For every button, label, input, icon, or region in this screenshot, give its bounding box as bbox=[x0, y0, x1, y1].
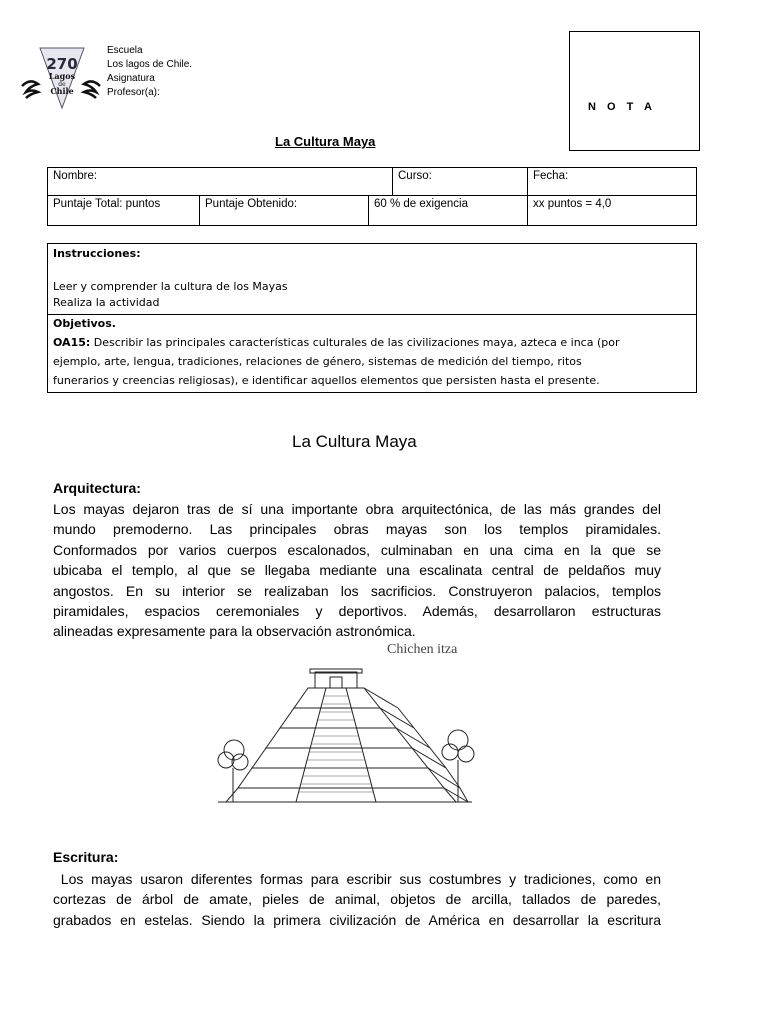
puntaje-obtenido-cell[interactable]: Puntaje Obtenido: bbox=[200, 196, 369, 226]
image-caption: Chichen itza bbox=[387, 642, 458, 657]
paragraph-line: ubicaba el templo, al que se llegaba mediante una escalinata central de peldaños muy bbox=[53, 562, 661, 579]
table-row bbox=[48, 168, 697, 196]
nota-box[interactable] bbox=[569, 31, 700, 151]
instructions-box bbox=[47, 243, 697, 393]
arquitectura-heading: Arquitectura: bbox=[53, 480, 141, 496]
paragraph-line: grabados en estelas. Siendo la primera civilización de América en desarrollar la escritura bbox=[53, 911, 661, 928]
logo-number: 270 bbox=[46, 55, 78, 73]
paragraph-line: Conformados por varios cuerpos escalonados, culminaban en una cima en la que se bbox=[53, 541, 661, 558]
paragraph-line: piramidales, espacios ceremoniales y deportivos. Además, desarrollaron estructuras bbox=[53, 603, 661, 620]
school-logo bbox=[20, 42, 102, 112]
instructions-heading: Instrucciones: bbox=[53, 247, 141, 260]
school-line: Escuela bbox=[107, 45, 143, 56]
objective-line: ejemplo, arte, lengua, tradiciones, relaciones de género, sistemas de medición del tiempo, ritos bbox=[53, 355, 582, 368]
arquitectura-paragraph bbox=[53, 499, 661, 642]
school-info bbox=[107, 44, 192, 100]
table-row bbox=[48, 196, 697, 226]
fecha-field[interactable]: Fecha: bbox=[528, 168, 697, 196]
paragraph-line: mundo premoderno. Las principales obras mayas son los templos piramidales. bbox=[53, 521, 661, 538]
paragraph-line: Los mayas dejaron tras de sí una importante obra arquitectónica, de las más grandes del bbox=[53, 501, 661, 517]
nota-label: N O T A bbox=[588, 101, 656, 113]
objective-code: OA15: bbox=[53, 336, 91, 349]
nombre-field[interactable]: Nombre: bbox=[48, 168, 393, 196]
pyramid-illustration bbox=[212, 664, 477, 809]
instruction-line: Leer y comprender la cultura de los Mayas bbox=[53, 280, 288, 293]
escala-cell: xx puntos = 4,0 bbox=[528, 196, 697, 226]
escritura-heading: Escritura: bbox=[53, 849, 119, 865]
objective-line: funerarios y creencias religiosas), e identificar aquellos elementos que persisten hasta el presente. bbox=[53, 374, 600, 387]
school-line: Profesor(a): bbox=[107, 87, 160, 98]
instructions-divider bbox=[48, 314, 696, 315]
exigencia-cell: 60 % de exigencia bbox=[369, 196, 528, 226]
logo-word-lagos: Lagos bbox=[48, 71, 76, 81]
escritura-paragraph bbox=[53, 869, 661, 930]
paragraph-line: cortezas de árbol de amate, pieles de animal, objetos de arcilla, tallados de paredes, bbox=[53, 891, 661, 908]
section-title: La Cultura Maya bbox=[292, 432, 417, 451]
paragraph-line: Los mayas usaron diferentes formas para escribir sus costumbres y tradiciones, como en bbox=[53, 871, 661, 887]
logo-word-de: de bbox=[58, 81, 66, 88]
logo-word-chile: Chile bbox=[50, 86, 74, 96]
school-line: Los lagos de Chile. bbox=[107, 59, 193, 70]
objective-line bbox=[53, 336, 693, 349]
curso-field[interactable]: Curso: bbox=[393, 168, 528, 196]
puntaje-total-cell[interactable]: Puntaje Total: puntos bbox=[48, 196, 200, 226]
paragraph-line: alineadas expresamente para la observación astronómica. bbox=[53, 623, 416, 640]
objective-text: Describir las principales características culturales de las civilizaciones maya, azteca e inca (por bbox=[93, 336, 620, 349]
instruction-line: Realiza la actividad bbox=[53, 296, 160, 309]
student-info-table bbox=[47, 167, 697, 226]
school-line: Asignatura bbox=[107, 73, 155, 84]
paragraph-line: angostos. En su interior se realizaban los sacrificios. Construyeron palacios, templos bbox=[53, 582, 661, 599]
document-title: La Cultura Maya bbox=[275, 134, 376, 149]
objectives-heading: Objetivos. bbox=[53, 317, 116, 330]
